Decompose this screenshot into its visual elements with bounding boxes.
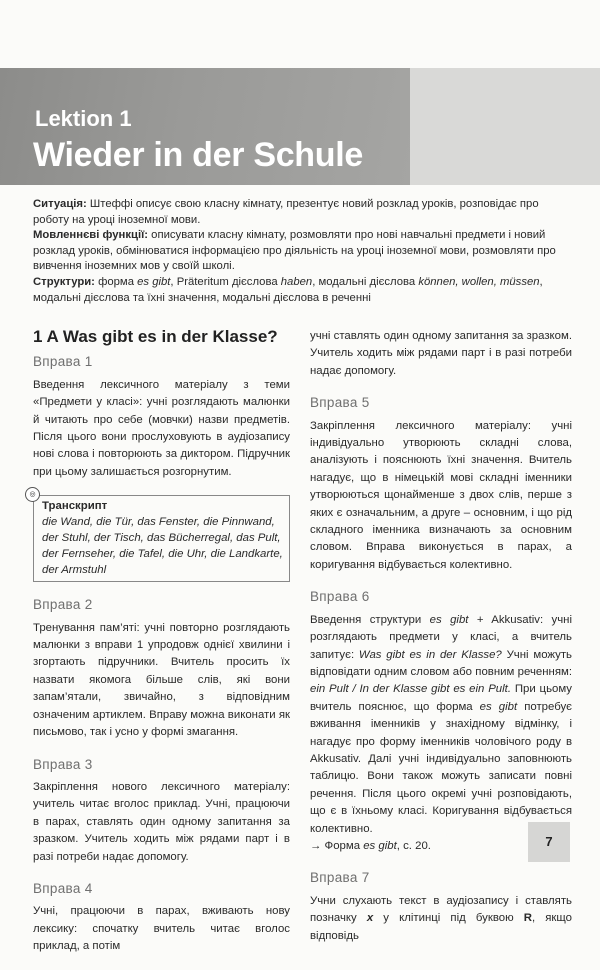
text-segment: Учни слухають текст в аудіозапису і ставлять позначку (310, 894, 572, 925)
text-segment: , модальні дієслова та їхні значення, модальні дієслова в реченні (33, 275, 543, 304)
lesson-intro (33, 197, 573, 306)
exercise-heading: Вправа 5 (310, 395, 370, 411)
exercise-heading: Вправа 7 (310, 870, 370, 886)
text-segment: Ситуація: (33, 198, 87, 210)
exercise-heading: Вправа 6 (310, 589, 370, 605)
lesson-number: Lektion 1 (35, 106, 132, 131)
text-segment: Учні, працюючи в парах, вживають нову лексику: спочатку вчитель читає вголос приклад, а потім (33, 905, 290, 953)
left-column (29, 327, 290, 970)
text-segment: es gibt (479, 700, 518, 713)
text-segment: потребує вживання іменників у знахідному відмінку, і нагадує про форму іменників чоловічого роду в Akkusativ. Далі учні індивідуально заповнюють таблицю. Вони також можуть записати повні речення. Після цього окремі учні розповідають, що є в їхньому класі. Коригування відбувається колективно. (310, 700, 572, 835)
exercise-text (33, 779, 290, 866)
exercise-text (33, 903, 290, 955)
text-segment: , якщо відповідь (310, 912, 572, 942)
text-segment: Закріплення нового лексичного матеріалу: учитель читає вголос приклад. Учні, працюючи в парах, ставлять один одному запитання за зразком. Учитель ходить між рядами парт і в разі потреби надає допомогу. (33, 780, 290, 863)
intro-functions (33, 228, 573, 275)
text-segment: + Akkusativ: учні розглядають предмети у класі, а вчитель запитує: (310, 613, 573, 661)
text-segment: Структури: (33, 275, 95, 288)
banner-photo (0, 68, 410, 185)
text-segment: Закріплення лексичного матеріалу: учні індивідуально утворюють складні слова, аналізують і пояснюють їхні значення. Вчитель нагадує, що в німецькій мові складні іменники утворюються щонайменше з двох слів, перше з яких є означальним, а друге – основним, і що рід складного іменника визначають за основним словом. Вправа виконується в парах, а коригування відбувається колективно. (310, 419, 572, 571)
text-segment: R (523, 912, 532, 925)
exercise-text-continued (310, 328, 572, 380)
exercise-text (33, 620, 290, 742)
transcript-box (29, 491, 290, 582)
text-segment: Введення лексичного матеріалу з теми «Предмети у класі»: учні розглядають малюнки й читають про себе (мовчки) назви предметів. Після цього вони прослуховують в аудіозапису нові слова і повторюють за диктором. Підручник при цьому залишається розгорнутим. (33, 378, 290, 478)
exercise-text (310, 612, 572, 838)
text-segment: , с. 20. (396, 839, 431, 852)
text-segment: , Präteritum дієслова (170, 275, 281, 288)
text-segment: Мовленнєві функції: (33, 229, 149, 242)
text-segment: описувати класну кімнату, розмовляти про нові навчальні предмети і новий розклад уроків, обмінюватися інформацією про діяльність на уроці іноземної мови, розмовляти про вивчення іноземних мов у своїй школі. (33, 229, 556, 273)
right-column (310, 328, 572, 959)
text-segment: Тренування пам’яті: учні повторно розглядають малюнки з вправи 1 упродовж однієї хвилини і згортають підручники. Вчитель просить їх назвати якомога більше слів, які вони запам’ятали, звичайно, з відповідним означеним артиклем. Вправу можна виконати як письмово, так і усно у формі змагання. (33, 621, 290, 739)
chapter-banner (0, 68, 600, 185)
text-segment: , модальні дієслова (312, 275, 419, 288)
text-segment: При цьому вчитель пояснює, що форма (310, 683, 572, 713)
text-segment: Was gibt es in der Klasse? (358, 648, 502, 661)
text-segment: ein Pult / In der Klasse gibt es ein Pult. (310, 683, 511, 696)
text-segment: es gibt (137, 275, 171, 288)
text-segment: форма (94, 275, 138, 288)
exercise-heading: Вправа 3 (33, 756, 93, 772)
exercise-heading: Вправа 2 (33, 597, 93, 613)
text-segment: es gibt (363, 839, 397, 852)
transcript-words: die Wand, die Tür, das Fenster, die Pinnwand, der Stuhl, der Tisch, das Bücherregal, das Pult, der Fernseher, die Tafel, die Uhr, die Landkarte, der Armstuhl (42, 516, 283, 577)
exercise-heading: Вправа 4 (33, 880, 93, 896)
lesson-title: Wieder in der Schule (33, 136, 363, 174)
text-segment: у клітинці під буквою (373, 912, 524, 925)
text-segment: Учні можуть відповідати одним словом або повним реченням: (310, 648, 572, 678)
intro-situation (33, 197, 573, 228)
exercise-heading: Вправа 1 (33, 354, 93, 370)
text-segment: es gibt (429, 613, 469, 626)
text-segment: x (366, 912, 374, 925)
text-segment: Штеффі описує свою класну кімнату, презентує новий розклад уроків, розповідає про роботу на уроці іноземної мови. (33, 198, 539, 226)
section-title: 1 A Was gibt es in der Klasse? (33, 327, 278, 346)
text-segment: → Форма (310, 839, 364, 852)
page-number: 7 (528, 822, 570, 862)
exercise-text (310, 418, 572, 575)
text-segment: учні ставлять один одному запитання за зразком. Учитель ходить між рядами парт і в разі потреби надає допомогу. (310, 330, 572, 377)
intro-structures (33, 275, 573, 306)
audio-cd-icon: ◎ (25, 487, 40, 502)
text-segment: Введення структури (310, 613, 430, 626)
exercise-text (33, 377, 290, 481)
text-segment: können, wollen, müssen (418, 275, 540, 288)
transcript-title: Транскрипт (42, 500, 108, 513)
exercise-text (310, 893, 572, 945)
text-segment: haben (280, 275, 313, 288)
